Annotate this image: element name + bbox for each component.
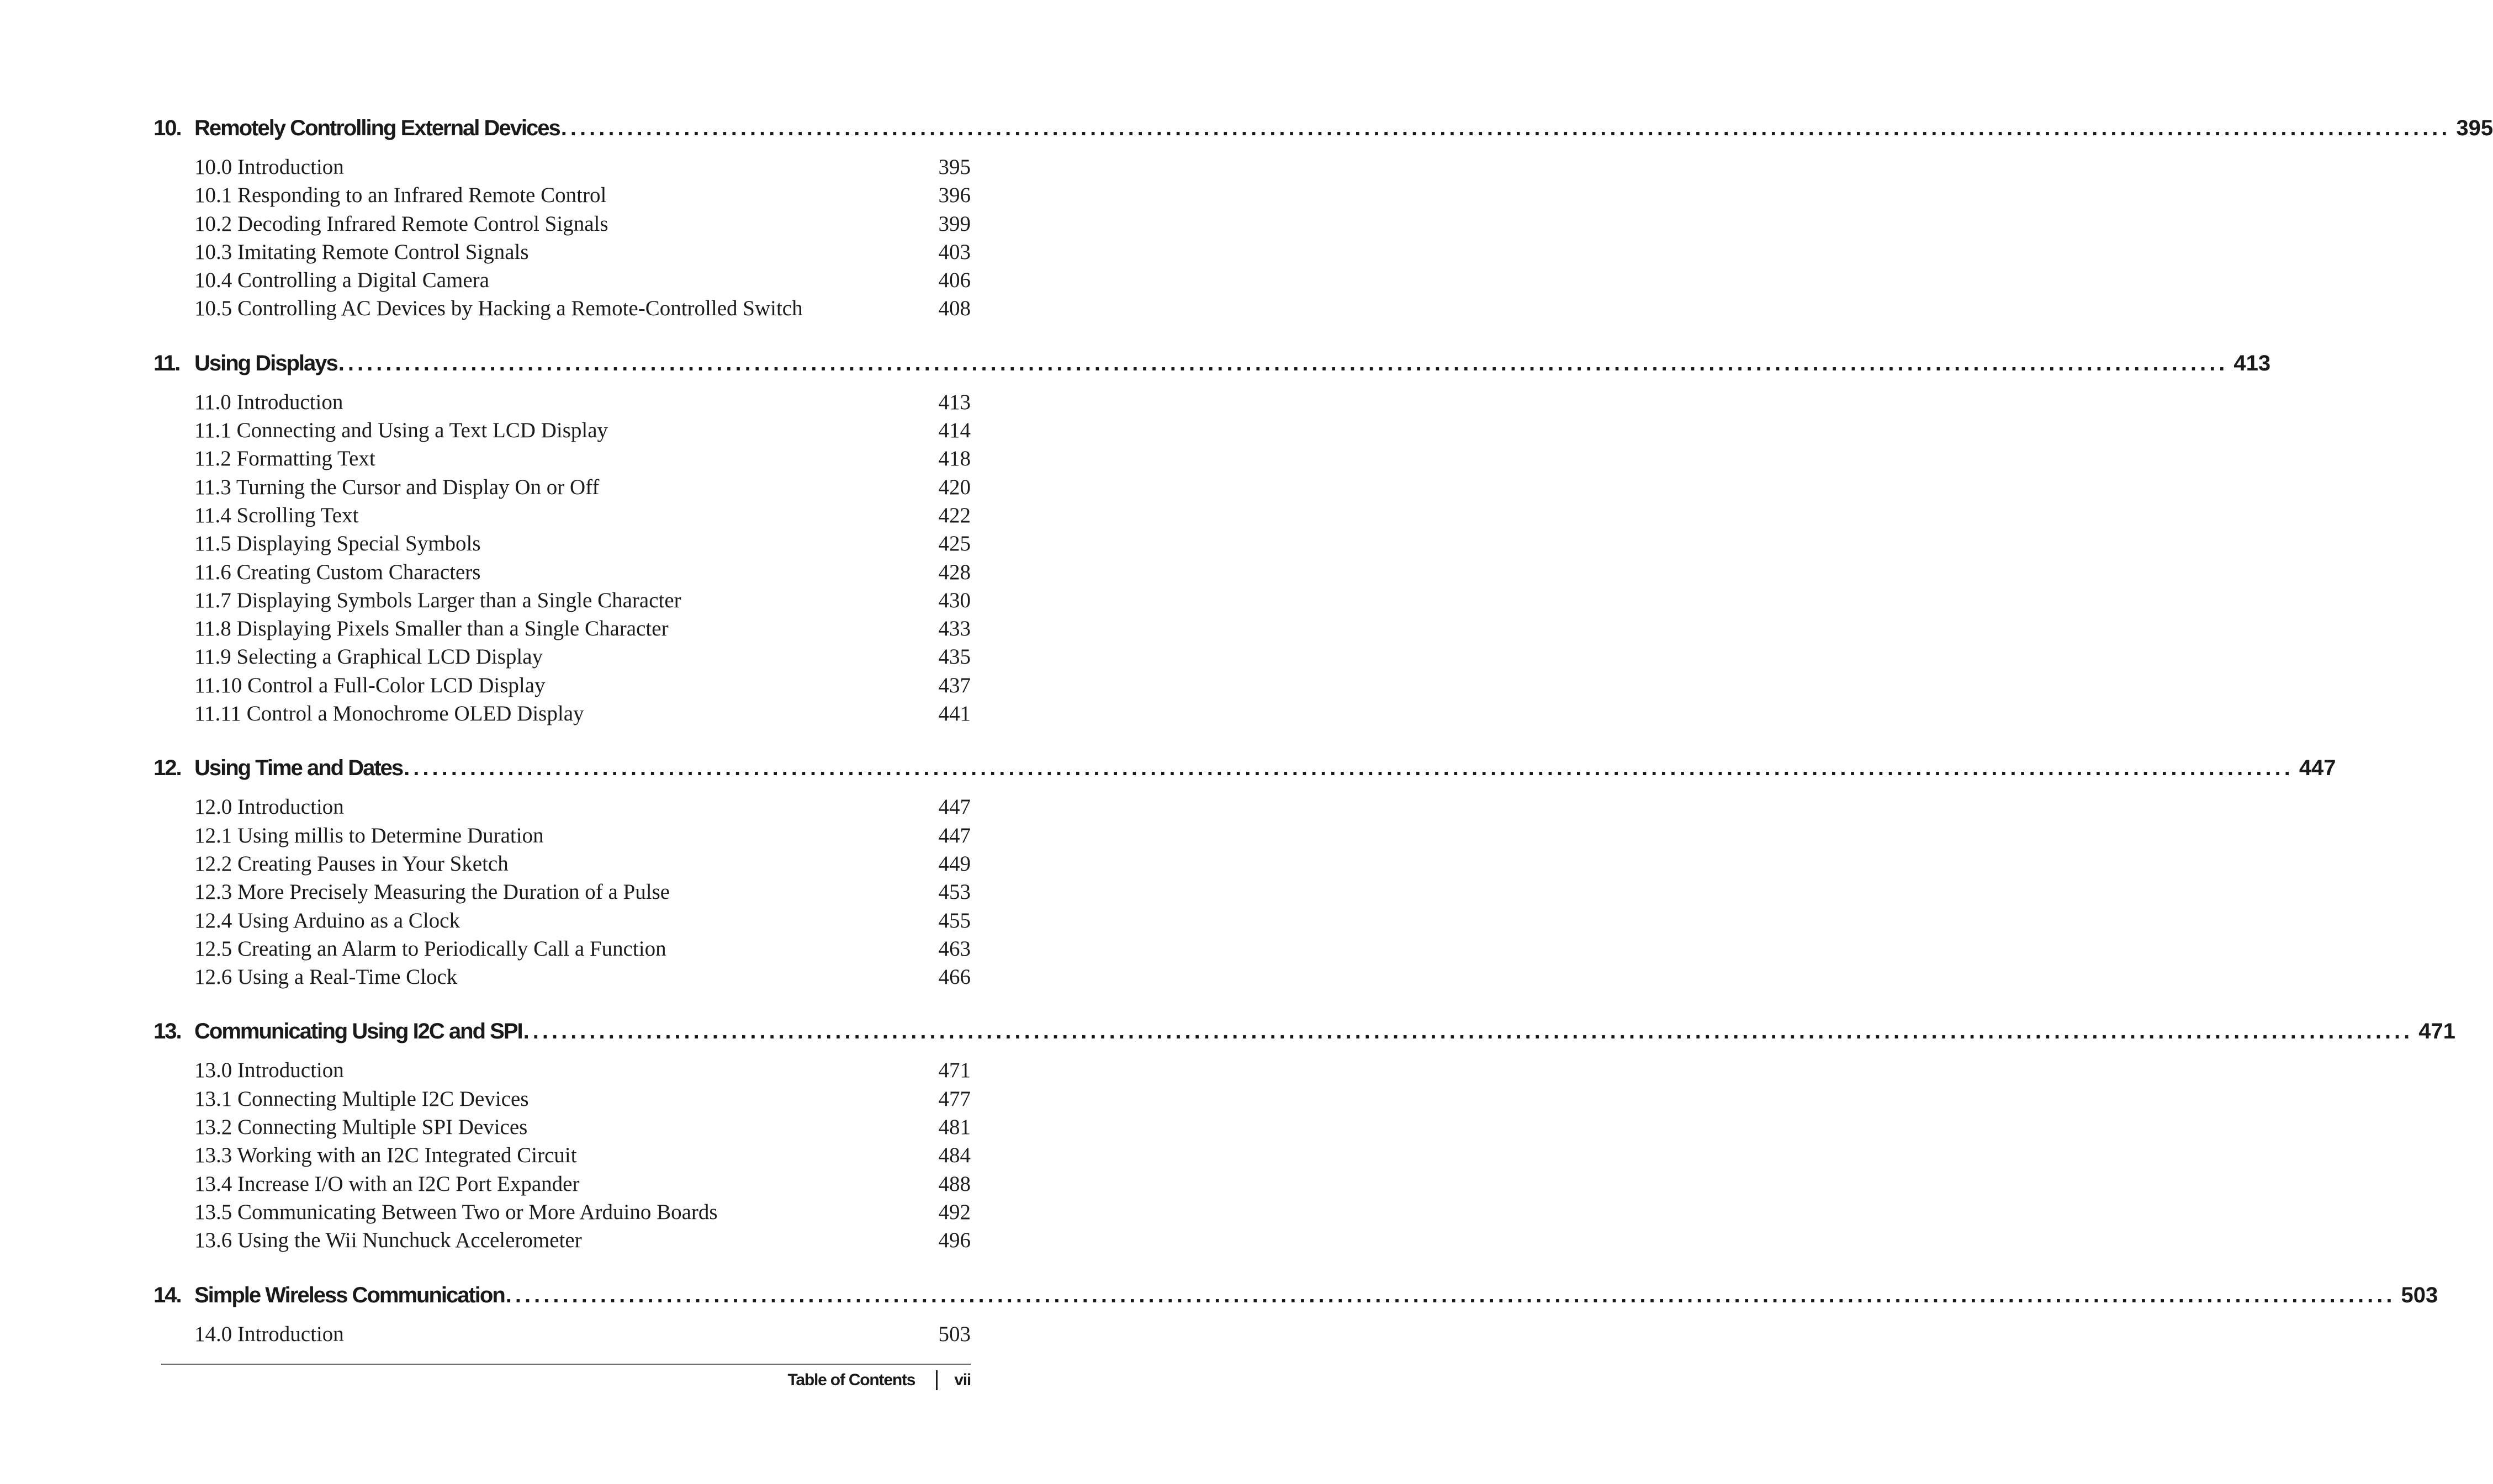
section-page-number: 433 <box>938 617 971 641</box>
toc-section-entry[interactable] <box>154 268 971 296</box>
chapter-number: 13. <box>154 1019 181 1044</box>
toc-section-entry[interactable] <box>154 446 971 474</box>
toc-section-entry[interactable] <box>154 1172 971 1200</box>
chapter-heading[interactable] <box>154 351 2271 390</box>
chapter-number: 11. <box>154 351 180 375</box>
section-page-number: 430 <box>938 588 971 612</box>
section-title: 12.3 More Precisely Measuring the Duration of a Pulse <box>194 880 670 904</box>
section-page-number: 413 <box>938 390 971 414</box>
chapter-title: Using Displays <box>194 351 337 375</box>
section-title: 10.0 Introduction <box>194 155 344 179</box>
footer-separator <box>936 1370 938 1390</box>
footer-label: Table of Contents <box>787 1371 915 1389</box>
toc-section-entry[interactable] <box>154 1115 971 1143</box>
section-title: 13.4 Increase I/O with an I2C Port Expander <box>194 1172 580 1196</box>
section-title: 11.10 Control a Full-Color LCD Display <box>194 673 546 697</box>
toc-section-entry[interactable] <box>154 475 971 503</box>
toc-section-entry[interactable] <box>154 644 971 672</box>
toc-section-entry[interactable] <box>154 616 971 644</box>
toc-section-entry[interactable] <box>154 1058 971 1086</box>
toc-section-entry[interactable] <box>154 1143 971 1171</box>
section-title: 11.8 Displaying Pixels Smaller than a Single Character <box>194 617 669 641</box>
toc-chapter <box>154 116 2493 325</box>
section-page-number: 503 <box>938 1322 971 1346</box>
section-title: 12.5 Creating an Alarm to Periodically Call a Function <box>194 936 666 961</box>
toc-section-entry[interactable] <box>154 673 971 701</box>
section-title: 12.1 Using millis to Determine Duration <box>194 823 544 847</box>
toc-section-entry[interactable] <box>154 560 971 588</box>
section-page-number: 463 <box>938 936 971 961</box>
section-page-number: 496 <box>938 1228 971 1253</box>
section-page-number: 406 <box>938 268 971 293</box>
toc-chapter <box>154 1019 2456 1256</box>
toc-section-entry[interactable] <box>154 183 971 211</box>
section-page-number: 449 <box>938 851 971 876</box>
section-title: 11.5 Displaying Special Symbols <box>194 532 481 556</box>
section-title: 11.3 Turning the Cursor and Display On or Off <box>194 475 600 499</box>
section-page-number: 471 <box>938 1058 971 1083</box>
section-title: 13.1 Connecting Multiple I2C Devices <box>194 1086 529 1111</box>
toc-section-entry[interactable] <box>154 908 971 936</box>
dot-leader: ........................................................................................................................................................................................................ <box>560 116 2451 140</box>
section-page-number: 484 <box>938 1143 971 1168</box>
section-page-number: 425 <box>938 532 971 556</box>
section-title: 11.11 Control a Monochrome OLED Display <box>194 702 584 726</box>
footer-page-number: vii <box>954 1371 971 1389</box>
section-title: 11.4 Scrolling Text <box>194 503 359 527</box>
section-page-number: 414 <box>938 418 971 443</box>
section-title: 10.5 Controlling AC Devices by Hacking a Remote-Controlled Switch <box>194 296 803 321</box>
section-title: 10.3 Imitating Remote Control Signals <box>194 240 529 264</box>
toc-section-entry[interactable] <box>154 155 971 183</box>
toc-chapter <box>154 351 2271 730</box>
chapter-heading[interactable] <box>154 1019 2456 1058</box>
section-title: 11.9 Selecting a Graphical LCD Display <box>194 645 543 669</box>
chapter-title: Remotely Controlling External Devices <box>194 116 560 140</box>
toc-section-entry[interactable] <box>154 240 971 268</box>
toc-section-entry[interactable] <box>154 1200 971 1228</box>
section-title: 12.0 Introduction <box>194 795 344 819</box>
toc-section-entry[interactable] <box>154 211 971 240</box>
chapter-page-number: 503 <box>2401 1282 2438 1307</box>
section-title: 10.4 Controlling a Digital Camera <box>194 268 489 293</box>
chapter-title: Using Time and Dates <box>194 756 403 781</box>
section-page-number: 453 <box>938 880 971 904</box>
dot-leader: ........................................................................................................................................................................................................ <box>404 756 2294 781</box>
section-page-number: 418 <box>938 447 971 471</box>
section-title: 10.2 Decoding Infrared Remote Control Signals <box>194 211 608 236</box>
section-page-number: 447 <box>938 823 971 847</box>
chapter-page-number: 395 <box>2456 116 2493 140</box>
section-page-number: 455 <box>938 908 971 932</box>
chapter-heading[interactable] <box>154 116 2493 155</box>
chapter-heading[interactable] <box>154 1282 2438 1322</box>
toc-section-entry[interactable] <box>154 531 971 559</box>
chapter-number: 10. <box>154 116 181 140</box>
chapter-page-number: 447 <box>2299 756 2336 781</box>
section-title: 13.3 Working with an I2C Integrated Circuit <box>194 1143 577 1168</box>
chapter-number: 14. <box>154 1282 181 1307</box>
section-page-number: 428 <box>938 560 971 584</box>
section-title: 13.6 Using the Wii Nunchuck Accelerometer <box>194 1228 582 1253</box>
section-page-number: 477 <box>938 1086 971 1111</box>
section-title: 11.2 Formatting Text <box>194 447 375 471</box>
toc-section-entry[interactable] <box>154 879 971 908</box>
toc-section-entry[interactable] <box>154 1322 971 1350</box>
toc-chapter <box>154 756 2336 993</box>
toc-section-entry[interactable] <box>154 296 971 324</box>
section-title: 13.0 Introduction <box>194 1058 344 1083</box>
page-footer <box>788 1370 971 1390</box>
toc-section-entry[interactable] <box>154 503 971 531</box>
toc-section-entry[interactable] <box>154 588 971 616</box>
section-title: 14.0 Introduction <box>194 1322 344 1346</box>
section-page-number: 481 <box>938 1115 971 1140</box>
toc-section-entry[interactable] <box>154 851 971 879</box>
section-title: 12.4 Using Arduino as a Clock <box>194 908 460 932</box>
section-page-number: 466 <box>938 965 971 989</box>
toc-section-entry[interactable] <box>154 418 971 446</box>
dot-leader: ........................................................................................................................................................................................................ <box>505 1282 2396 1307</box>
dot-leader: ........................................................................................................................................................................................................ <box>523 1019 2413 1044</box>
chapter-page-number: 471 <box>2418 1019 2456 1044</box>
section-page-number: 422 <box>938 503 971 527</box>
section-page-number: 488 <box>938 1172 971 1196</box>
toc-section-entry[interactable] <box>154 1086 971 1115</box>
toc-chapter <box>154 1282 2438 1350</box>
chapter-heading[interactable] <box>154 756 2336 794</box>
chapter-title: Simple Wireless Communication <box>194 1282 505 1307</box>
toc-section-entry[interactable] <box>154 1228 971 1256</box>
section-page-number: 403 <box>938 240 971 264</box>
section-title: 11.0 Introduction <box>194 390 343 414</box>
toc-section-entry[interactable] <box>154 390 971 418</box>
section-title: 13.2 Connecting Multiple SPI Devices <box>194 1115 528 1140</box>
toc-section-entry[interactable] <box>154 964 971 993</box>
toc-section-entry[interactable] <box>154 823 971 851</box>
dot-leader: ........................................................................................................................................................................................................ <box>338 351 2229 375</box>
section-title: 12.2 Creating Pauses in Your Sketch <box>194 851 509 876</box>
section-page-number: 396 <box>938 183 971 208</box>
section-title: 12.6 Using a Real-Time Clock <box>194 965 458 989</box>
section-title: 11.1 Connecting and Using a Text LCD Display <box>194 418 608 443</box>
section-page-number: 447 <box>938 795 971 819</box>
section-title: 13.5 Communicating Between Two or More Arduino Boards <box>194 1200 718 1224</box>
section-page-number: 399 <box>938 211 971 236</box>
table-of-contents <box>154 116 2493 1376</box>
section-page-number: 441 <box>938 702 971 726</box>
section-page-number: 420 <box>938 475 971 499</box>
toc-section-entry[interactable] <box>154 936 971 964</box>
section-title: 11.6 Creating Custom Characters <box>194 560 481 584</box>
section-title: 10.1 Responding to an Infrared Remote Control <box>194 183 607 208</box>
toc-section-entry[interactable] <box>154 701 971 729</box>
section-title: 11.7 Displaying Symbols Larger than a Single Character <box>194 588 681 612</box>
footer-rule <box>161 1364 971 1365</box>
section-page-number: 435 <box>938 645 971 669</box>
chapter-page-number: 413 <box>2233 351 2271 375</box>
section-page-number: 492 <box>938 1200 971 1224</box>
chapter-title: Communicating Using I2C and SPI <box>194 1019 522 1044</box>
section-page-number: 408 <box>938 296 971 321</box>
chapter-number: 12. <box>154 756 181 781</box>
section-page-number: 437 <box>938 673 971 697</box>
toc-section-entry[interactable] <box>154 794 971 823</box>
section-page-number: 395 <box>938 155 971 179</box>
